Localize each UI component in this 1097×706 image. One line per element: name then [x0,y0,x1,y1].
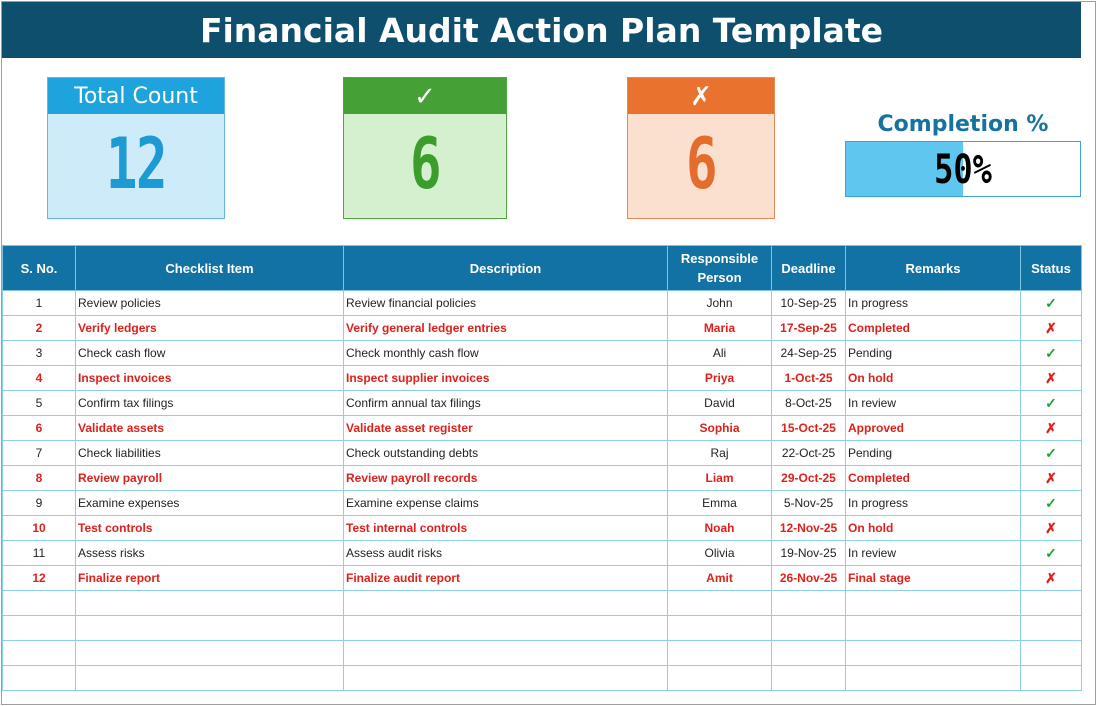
cell-checklist-item[interactable]: Inspect invoices [76,366,344,391]
header-sno: S. No. [3,246,76,291]
incomplete-count-value: 6 [685,123,717,205]
table-row [3,366,1082,391]
cell-sno[interactable]: 3 [3,341,76,366]
empty-cell[interactable] [846,641,1021,666]
cell-responsible-person[interactable]: Raj [668,441,772,466]
cell-checklist-item[interactable]: Check liabilities [76,441,344,466]
cell-description[interactable]: Test internal controls [344,516,668,541]
header-status: Status [1021,246,1082,291]
page-title: Financial Audit Action Plan Template [2,2,1081,58]
total-count-label: Total Count [48,78,224,114]
table-header-row [3,246,1082,291]
cell-responsible-person[interactable]: Emma [668,491,772,516]
cell-description[interactable]: Examine expense claims [344,491,668,516]
completed-count-value: 6 [409,123,441,205]
cell-status[interactable] [1021,491,1082,516]
empty-cell[interactable] [3,591,76,616]
cell-remarks[interactable]: On hold [846,516,1021,541]
empty-cell[interactable] [772,641,846,666]
cell-status[interactable] [1021,566,1082,591]
empty-cell[interactable] [76,591,344,616]
table-row [3,341,1082,366]
cell-status[interactable] [1021,416,1082,441]
table-row [3,516,1082,541]
status-cross-icon: ✗ [1045,369,1057,386]
cell-responsible-person[interactable]: Maria [668,316,772,341]
cell-description[interactable]: Review financial policies [344,291,668,316]
empty-cell[interactable] [3,666,76,691]
empty-cell[interactable] [344,591,668,616]
cell-checklist-item[interactable]: Review payroll [76,466,344,491]
cell-status[interactable] [1021,291,1082,316]
cell-deadline[interactable]: 10-Sep-25 [772,291,846,316]
table-row [3,391,1082,416]
empty-cell[interactable] [846,591,1021,616]
empty-cell[interactable] [76,641,344,666]
header-description: Description [344,246,668,291]
empty-cell[interactable] [668,616,772,641]
cell-status[interactable] [1021,366,1082,391]
empty-cell[interactable] [1021,641,1082,666]
cell-description[interactable]: Verify general ledger entries [344,316,668,341]
header-deadline: Deadline [772,246,846,291]
status-cross-icon: ✗ [1045,419,1057,436]
cell-deadline[interactable]: 24-Sep-25 [772,341,846,366]
cell-remarks[interactable]: Completed [846,466,1021,491]
cell-sno[interactable]: 5 [3,391,76,416]
cell-description[interactable]: Inspect supplier invoices [344,366,668,391]
empty-cell[interactable] [3,641,76,666]
table-row [3,566,1082,591]
status-cross-icon: ✗ [1045,469,1057,486]
cell-checklist-item[interactable]: Review policies [76,291,344,316]
status-check-icon: ✓ [1045,544,1057,561]
cell-description[interactable]: Check outstanding debts [344,441,668,466]
cell-status[interactable] [1021,341,1082,366]
empty-cell[interactable] [344,641,668,666]
cell-checklist-item[interactable]: Check cash flow [76,341,344,366]
completed-count-card [343,77,507,219]
cell-status[interactable] [1021,541,1082,566]
cell-deadline[interactable]: 15-Oct-25 [772,416,846,441]
cell-description[interactable]: Assess audit risks [344,541,668,566]
cell-responsible-person[interactable]: David [668,391,772,416]
cell-deadline[interactable]: 8-Oct-25 [772,391,846,416]
cell-deadline[interactable]: 1-Oct-25 [772,366,846,391]
cell-remarks[interactable]: In review [846,541,1021,566]
empty-cell[interactable] [1021,591,1082,616]
cell-remarks[interactable]: In progress [846,491,1021,516]
cell-sno[interactable]: 6 [3,416,76,441]
cell-remarks[interactable]: Final stage [846,566,1021,591]
status-check-icon: ✓ [1045,444,1057,461]
total-count-card [47,77,225,219]
cell-checklist-item[interactable]: Verify ledgers [76,316,344,341]
header-checklist-item: Checklist Item [76,246,344,291]
header-responsible-person: Responsible Person [668,246,772,291]
cell-deadline[interactable]: 26-Nov-25 [772,566,846,591]
completion-label: Completion % [877,112,1049,137]
table-row [3,541,1082,566]
cell-responsible-person[interactable]: Priya [668,366,772,391]
empty-cell[interactable] [668,641,772,666]
cell-deadline[interactable]: 29-Oct-25 [772,466,846,491]
checkmark-icon: ✓ [344,78,506,114]
empty-cell[interactable] [1021,666,1082,691]
status-cross-icon: ✗ [1045,569,1057,586]
empty-table-row [3,616,1082,641]
incomplete-count-card [627,77,775,219]
cell-description[interactable]: Review payroll records [344,466,668,491]
cell-status[interactable] [1021,466,1082,491]
cell-sno[interactable]: 7 [3,441,76,466]
empty-cell[interactable] [668,666,772,691]
cell-sno[interactable]: 11 [3,541,76,566]
empty-cell[interactable] [344,666,668,691]
cell-sno[interactable]: 1 [3,291,76,316]
cell-deadline[interactable]: 5-Nov-25 [772,491,846,516]
cell-checklist-item[interactable]: Examine expenses [76,491,344,516]
empty-table-row [3,591,1082,616]
status-check-icon: ✓ [1045,344,1057,361]
cell-responsible-person[interactable]: Sophia [668,416,772,441]
cell-remarks[interactable]: Pending [846,441,1021,466]
table-row [3,441,1082,466]
table-row [3,316,1082,341]
cell-sno[interactable]: 12 [3,566,76,591]
status-cross-icon: ✗ [1045,319,1057,336]
cell-sno[interactable]: 8 [3,466,76,491]
cell-checklist-item[interactable]: Finalize report [76,566,344,591]
cell-sno[interactable]: 2 [3,316,76,341]
cell-remarks[interactable]: In review [846,391,1021,416]
cell-status[interactable] [1021,516,1082,541]
cell-deadline[interactable]: 17-Sep-25 [772,316,846,341]
empty-table-row [3,666,1082,691]
cell-responsible-person[interactable]: Noah [668,516,772,541]
empty-cell[interactable] [772,616,846,641]
cell-description[interactable]: Check monthly cash flow [344,341,668,366]
cell-remarks[interactable]: Pending [846,341,1021,366]
cell-description[interactable]: Validate asset register [344,416,668,441]
empty-cell[interactable] [1021,616,1082,641]
empty-cell[interactable] [344,616,668,641]
checklist-table [2,245,1082,691]
header-remarks: Remarks [846,246,1021,291]
empty-cell[interactable] [3,616,76,641]
total-count-value: 12 [105,123,167,205]
cell-remarks[interactable]: Approved [846,416,1021,441]
cell-checklist-item[interactable]: Assess risks [76,541,344,566]
cell-responsible-person[interactable]: Olivia [668,541,772,566]
cell-status[interactable] [1021,316,1082,341]
completion-value: 50% [934,147,992,193]
cell-sno[interactable]: 9 [3,491,76,516]
table-row [3,466,1082,491]
cell-deadline[interactable]: 12-Nov-25 [772,516,846,541]
cell-deadline[interactable]: 22-Oct-25 [772,441,846,466]
cell-sno[interactable]: 4 [3,366,76,391]
cell-remarks[interactable]: Completed [846,316,1021,341]
status-check-icon: ✓ [1045,494,1057,511]
empty-cell[interactable] [846,616,1021,641]
cell-description[interactable]: Confirm annual tax filings [344,391,668,416]
empty-cell[interactable] [846,666,1021,691]
cell-checklist-item[interactable]: Test controls [76,516,344,541]
cell-deadline[interactable]: 19-Nov-25 [772,541,846,566]
empty-cell[interactable] [772,591,846,616]
cell-checklist-item[interactable]: Validate assets [76,416,344,441]
cell-checklist-item[interactable]: Confirm tax filings [76,391,344,416]
table-row [3,291,1082,316]
table-row [3,491,1082,516]
empty-cell[interactable] [668,591,772,616]
cell-remarks[interactable]: On hold [846,366,1021,391]
status-cross-icon: ✗ [1045,519,1057,536]
empty-table-row [3,641,1082,666]
cell-responsible-person[interactable]: Amit [668,566,772,591]
table-row [3,416,1082,441]
cell-responsible-person[interactable]: John [668,291,772,316]
completion-progress-bar [845,141,1081,197]
cell-status[interactable] [1021,391,1082,416]
cell-remarks[interactable]: In progress [846,291,1021,316]
cross-icon: ✗ [628,78,774,114]
cell-sno[interactable]: 10 [3,516,76,541]
empty-cell[interactable] [772,666,846,691]
cell-responsible-person[interactable]: Ali [668,341,772,366]
status-check-icon: ✓ [1045,294,1057,311]
cell-description[interactable]: Finalize audit report [344,566,668,591]
cell-responsible-person[interactable]: Liam [668,466,772,491]
empty-cell[interactable] [76,666,344,691]
empty-cell[interactable] [76,616,344,641]
cell-status[interactable] [1021,441,1082,466]
status-check-icon: ✓ [1045,394,1057,411]
